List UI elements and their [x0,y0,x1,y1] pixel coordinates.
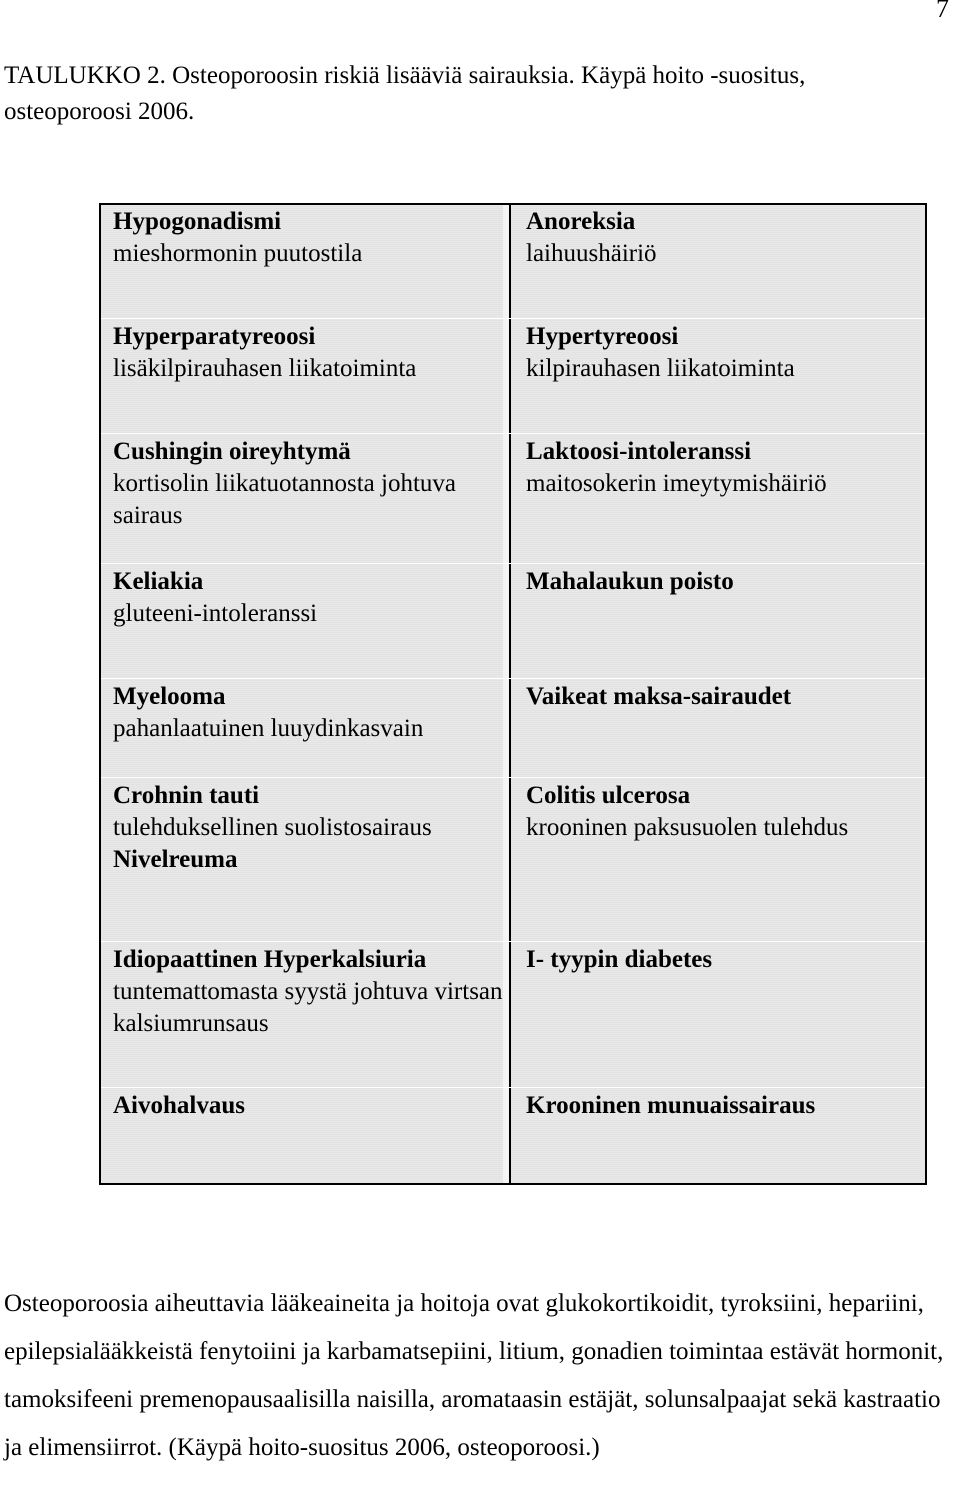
cell-description: mieshormonin puutostila [113,240,363,267]
cell-title: Laktoosi-intoleranssi [526,438,752,465]
row-divider [101,777,925,778]
cell-description: laihuushäiriö [526,240,657,267]
cell-title: Mahalaukun poisto [526,568,734,595]
table-cell-hypogonadismi [113,206,503,270]
table-cell-hyperkalsiuria [113,944,503,1040]
table-cell-mahalaukku [526,566,921,598]
row-divider [101,678,925,679]
cell-title: I- tyypin diabetes [526,946,713,973]
cell-description: tulehduksellinen suolistosairaus [113,814,432,841]
cell-title: Hypertyreoosi [526,323,679,350]
table-cell-munuainen [526,1090,921,1122]
risk-diseases-table [99,203,927,1185]
cell-title: Hyperparatyreoosi [113,323,316,350]
cell-description: gluteeni-intoleranssi [113,600,318,627]
row-divider [101,318,925,319]
cell-title-nivelreuma: Nivelreuma [113,846,238,873]
table-cell-crohn [113,780,503,876]
row-divider [101,1087,925,1088]
cell-title: Crohnin tauti [113,782,260,809]
table-cell-maksa [526,681,921,713]
table-cell-diabetes [526,944,921,976]
cell-title: Myelooma [113,683,226,710]
cell-description: krooninen paksusuolen tulehdus [526,814,849,841]
cell-description: kortisolin liikatuotannosta johtuva sairaus [113,470,457,529]
body-paragraph: Osteoporoosia aiheuttavia lääkeaineita ja hoitoja ovat glukokortikoidit, tyroksiini, hepariini, epilepsialääkkeistä fenytoiini ja karbamatsepiini, litium, gonadien toimintaa estävät hormonit, tamoksifeeni premenopausaalisilla naisilla, aromataasin estäjät, solunsalpaajat sekä kastraatio ja elimensiirrot. (Käypä hoito-suositus 2006, osteoporoosi.) [4,1290,944,1461]
cell-description: maitosokerin imeytymishäiriö [526,470,827,497]
table-cell-laktoosi [526,436,921,500]
cell-title: Anoreksia [526,208,636,235]
table-cell-hypertyreoosi [526,321,921,385]
table-caption: TAULUKKO 2. Osteoporoosin riskiä lisääviä sairauksia. Käypä hoito -suositus, osteoporoosi 2006. [4,62,806,125]
cell-description: tuntemattomasta syystä johtuva virtsan kalsiumrunsaus [113,978,503,1037]
cell-title: Vaikeat maksa-sairaudet [526,683,792,710]
cell-description: pahanlaatuinen luuydinkasvain [113,715,424,742]
table-cell-colitis [526,780,921,844]
cell-description: kilpirauhasen liikatoiminta [526,355,795,382]
table-cell-aivohalvaus [113,1090,503,1122]
table-cell-cushing [113,436,503,532]
cell-title: Colitis ulcerosa [526,782,691,809]
table-cell-myelooma [113,681,503,745]
table-cell-keliakia [113,566,503,630]
cell-title: Cushingin oireyhtymä [113,438,351,465]
row-divider [101,563,925,564]
cell-title: Aivohalvaus [113,1092,245,1119]
cell-description: lisäkilpirauhasen liikatoiminta [113,355,417,382]
cell-title: Idiopaattinen Hyperkalsiuria [113,946,427,973]
row-divider [101,433,925,434]
table-cell-anoreksia [526,206,921,270]
page-number: 7 [936,0,949,23]
cell-title: Hypogonadismi [113,208,282,235]
cell-title: Keliakia [113,568,204,595]
row-divider [101,941,925,942]
table-cell-hyperparatyreoosi [113,321,503,385]
cell-title: Krooninen munuaissairaus [526,1092,816,1119]
